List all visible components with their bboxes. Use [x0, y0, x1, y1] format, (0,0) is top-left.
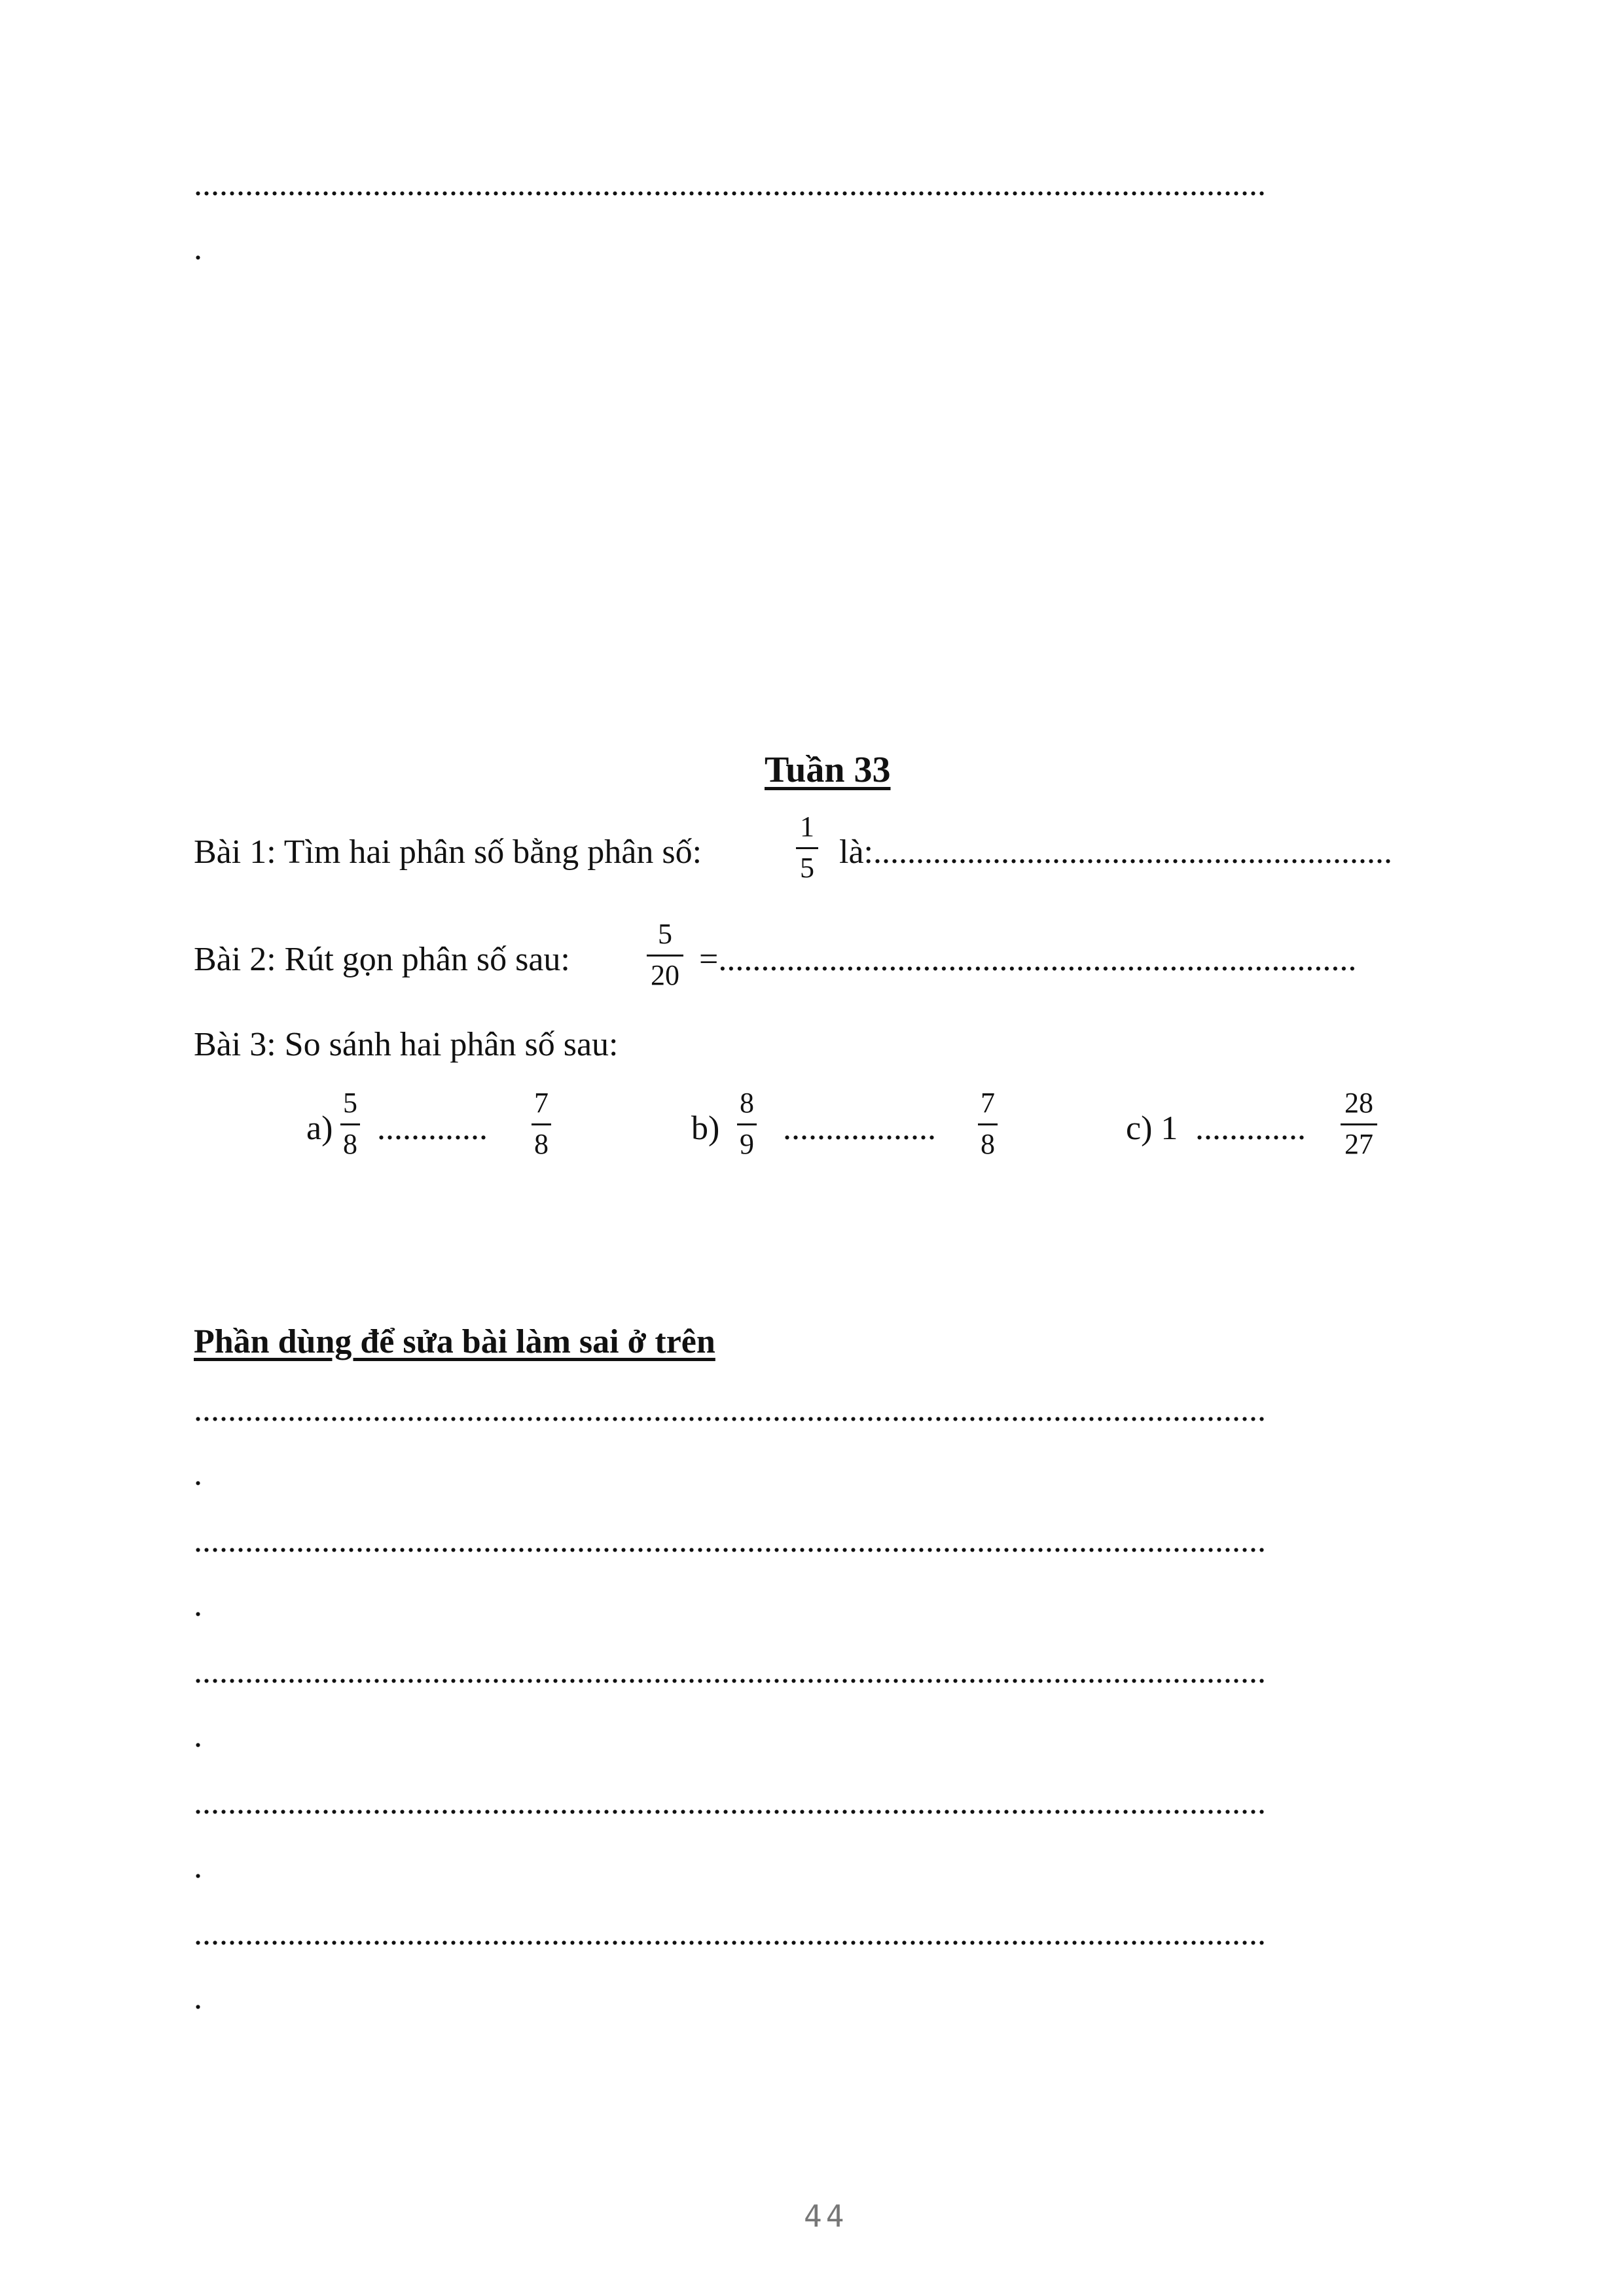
fraction-denominator: 8 — [534, 1128, 549, 1160]
fraction-denominator: 8 — [981, 1128, 995, 1160]
correction-line-tail: . — [194, 1717, 202, 1755]
correction-heading: Phần dùng để sửa bài làm sai ở trên — [194, 1323, 715, 1360]
exercise-3-label: Bài 3: So sánh hai phân số sau: — [194, 1026, 619, 1063]
exercise-2-answer-line: =........................................................................... — [699, 941, 1357, 978]
fraction-numerator: 5 — [343, 1087, 357, 1119]
fraction-bar — [737, 1123, 757, 1125]
fraction-bar — [978, 1123, 998, 1125]
fraction-bar — [796, 847, 818, 849]
fraction-bar — [647, 955, 683, 957]
exercise-1-answer-line: là:............................................................. — [839, 833, 1392, 871]
fraction-numerator: 28 — [1344, 1087, 1373, 1119]
correction-line-tail: . — [194, 1848, 202, 1886]
correction-line: .............................................................................................................................. — [194, 1653, 1266, 1690]
correction-line-tail: . — [194, 1455, 202, 1493]
exercise-3b-right-fraction — [978, 1087, 998, 1161]
fraction-denominator: 27 — [1344, 1128, 1373, 1160]
exercise-3b-prefix: b) — [691, 1110, 720, 1147]
exercise-3c-right-fraction — [1341, 1087, 1377, 1161]
correction-line-tail: . — [194, 1586, 202, 1624]
correction-line: .............................................................................................................................. — [194, 1522, 1266, 1559]
correction-line: .............................................................................................................................. — [194, 1784, 1266, 1821]
exercise-1-label: Bài 1: Tìm hai phân số bằng phân số: — [194, 833, 702, 871]
exercise-3b-left-fraction — [737, 1087, 757, 1161]
fraction-numerator: 7 — [981, 1087, 995, 1119]
fraction-denominator: 9 — [740, 1128, 754, 1160]
exercise-2-fraction — [647, 918, 683, 992]
fraction-numerator: 7 — [534, 1087, 549, 1119]
exercise-3c-prefix: c) 1 — [1126, 1110, 1178, 1147]
fraction-bar — [1341, 1123, 1377, 1125]
fraction-numerator: 8 — [740, 1087, 754, 1119]
answer-line-tail: . — [194, 230, 202, 267]
correction-line-tail: . — [194, 1979, 202, 2016]
fraction-denominator: 5 — [800, 852, 814, 884]
fraction-denominator: 8 — [343, 1128, 357, 1160]
fraction-numerator: 5 — [658, 918, 672, 950]
exercise-2-label: Bài 2: Rút gọn phân số sau: — [194, 941, 570, 978]
answer-line: .............................................................................................................................. — [194, 166, 1266, 203]
week-title: Tuần 33 — [765, 750, 891, 790]
fraction-bar — [340, 1123, 360, 1125]
exercise-3a-prefix: a) — [306, 1110, 333, 1147]
correction-line: .............................................................................................................................. — [194, 1391, 1266, 1429]
exercise-1-fraction — [796, 811, 818, 884]
page-number: 44 — [804, 2198, 848, 2234]
exercise-3c-blank: ............. — [1195, 1110, 1306, 1147]
fraction-bar — [532, 1123, 551, 1125]
fraction-denominator: 20 — [651, 959, 679, 991]
exercise-3b-blank: .................. — [783, 1110, 936, 1147]
fraction-numerator: 1 — [800, 811, 814, 843]
exercise-3a-blank: ............. — [377, 1110, 488, 1147]
exercise-3a-left-fraction — [340, 1087, 360, 1161]
exercise-3a-right-fraction — [532, 1087, 551, 1161]
correction-line: .............................................................................................................................. — [194, 1915, 1266, 1952]
